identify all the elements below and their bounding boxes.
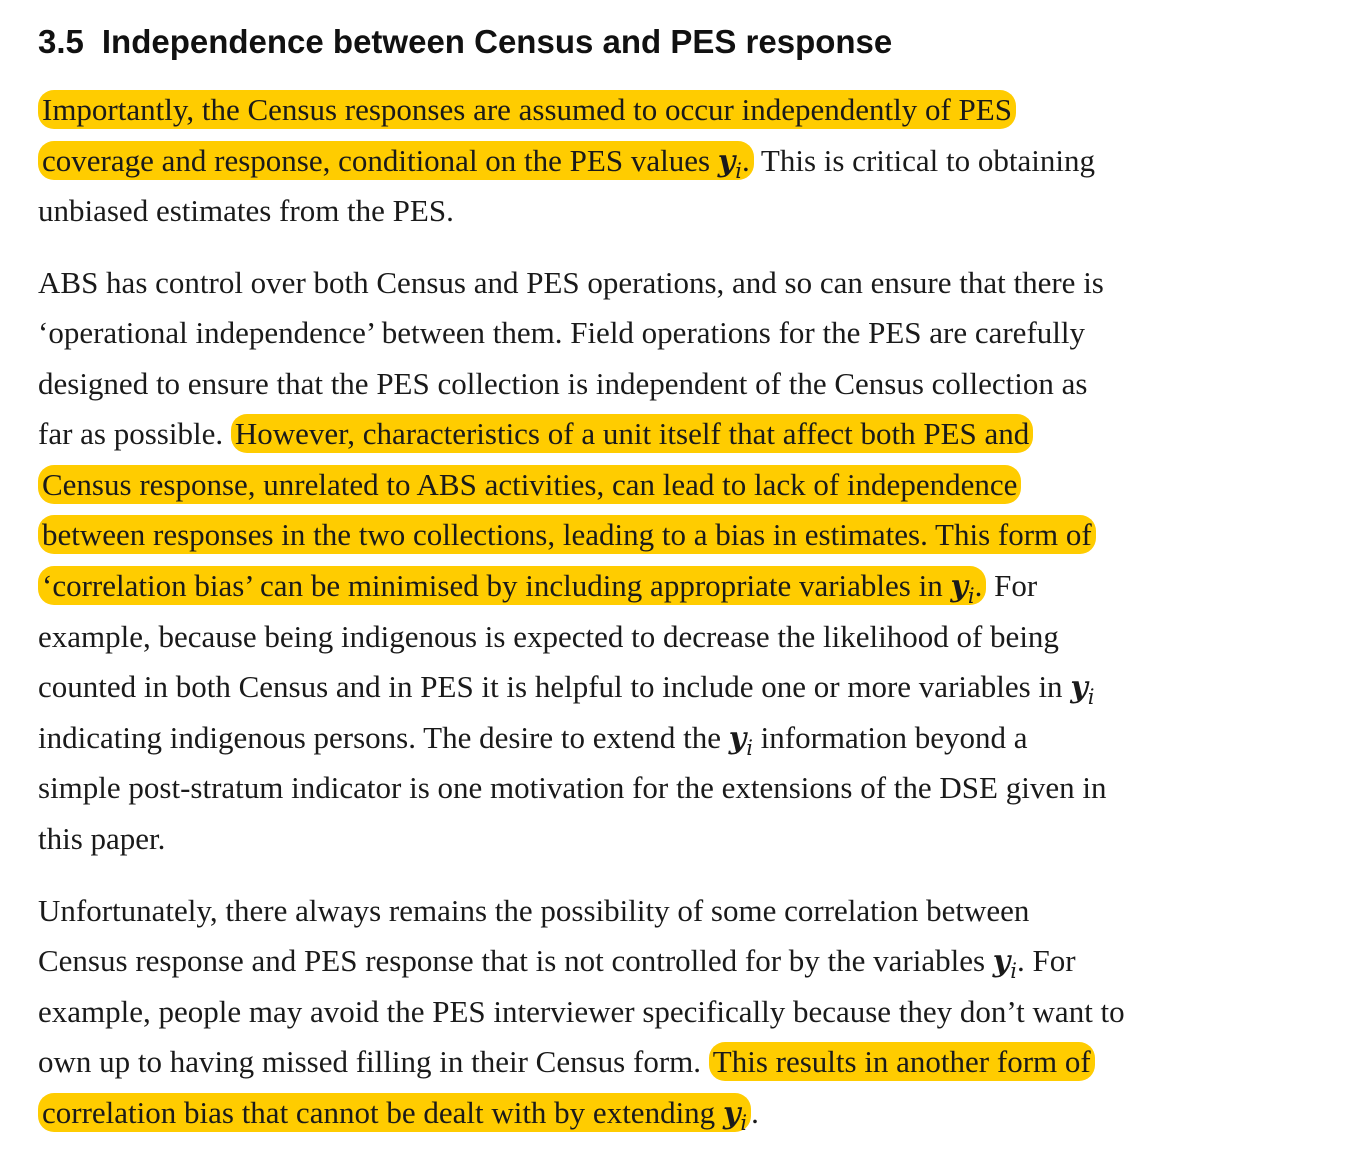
highlight: Importantly, the Census responses are assumed to occur independently of PES [38, 90, 1016, 129]
text-line [38, 561, 1037, 611]
highlight: Census response, unrelated to ABS activities, can lead to lack of independence [38, 465, 1021, 504]
text-line: example, people may avoid the PES interviewer specifically because they don’t want to [38, 994, 1125, 1029]
plain-text: . [751, 1095, 759, 1130]
text-line [38, 136, 1095, 186]
variable-y-i: $y_i$ [728, 721, 753, 760]
plain-text: far as possible. [38, 416, 231, 451]
text-line [38, 713, 1028, 763]
text-line [38, 662, 1094, 712]
plain-text: . For [1016, 943, 1076, 978]
highlight-text: . [974, 568, 983, 603]
text-line [38, 1037, 1095, 1087]
text-line: Unfortunately, there always remains the possibility of some correlation between [38, 893, 1030, 928]
highlight-text: coverage and response, conditional on the PES values [42, 143, 718, 178]
text-line: designed to ensure that the PES collection is independent of the Census collection as [38, 366, 1088, 401]
text-line [38, 936, 1076, 986]
highlight [38, 1093, 751, 1135]
section-number: 3.5 [38, 23, 84, 60]
text-line: simple post-stratum indicator is one motivation for the extensions of the DSE given in [38, 770, 1107, 805]
plain-text: information beyond a [752, 720, 1028, 755]
plain-text: This is critical to obtaining [753, 143, 1095, 178]
variable-y-i: $y_i$ [950, 569, 975, 608]
section-heading [38, 20, 892, 64]
highlight-text: correlation bias that cannot be dealt with by extending [42, 1095, 723, 1130]
variable-y-i: $y_i$ [722, 1096, 748, 1135]
highlight [38, 566, 986, 608]
variable-y-i: $y_i$ [992, 944, 1017, 983]
plain-text: indicating indigenous persons. The desire to extend the [38, 720, 729, 755]
highlight: However, characteristics of a unit itself that affect both PES and [231, 414, 1033, 453]
plain-text: counted in both Census and in PES it is helpful to include one or more variables in [38, 669, 1071, 704]
text-line: example, because being indigenous is expected to decrease the likelihood of being [38, 619, 1059, 654]
text-line: this paper. [38, 821, 166, 856]
plain-text: Census response and PES response that is not controlled for by the variables [38, 943, 993, 978]
highlight: This results in another form of [709, 1042, 1095, 1081]
text-line: ‘operational independence’ between them. Field operations for the PES are carefully [38, 315, 1085, 350]
text-line: ABS has control over both Census and PES operations, and so can ensure that there is [38, 265, 1104, 300]
variable-y-i: $y_i$ [717, 144, 742, 183]
variable-y-i: $y_i$ [1070, 670, 1095, 709]
plain-text: own up to having missed filling in their Census form. [38, 1044, 709, 1079]
highlight [38, 141, 754, 183]
highlight: between responses in the two collections, leading to a bias in estimates. This form of [38, 515, 1096, 554]
text-line [38, 85, 1016, 135]
highlight-text: . [741, 143, 750, 178]
text-line: unbiased estimates from the PES. [38, 193, 454, 228]
plain-text: For [986, 568, 1038, 603]
text-line [38, 510, 1096, 560]
text-line [38, 1088, 759, 1138]
text-line [38, 460, 1021, 510]
section-title: Independence between Census and PES response [101, 23, 893, 60]
text-line [38, 409, 1033, 459]
highlight-text: ‘correlation bias’ can be minimised by including appropriate variables in [42, 568, 951, 603]
